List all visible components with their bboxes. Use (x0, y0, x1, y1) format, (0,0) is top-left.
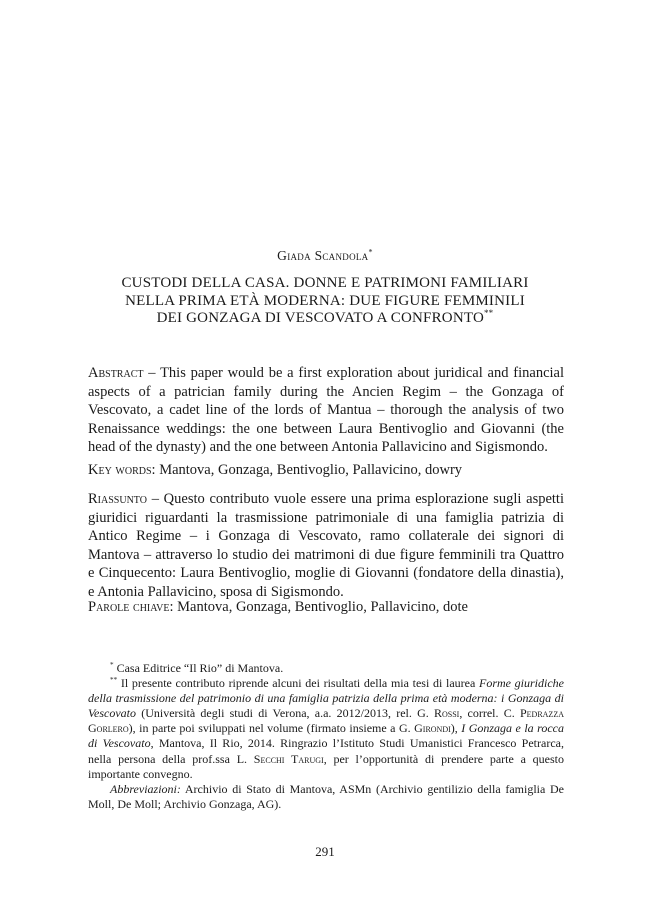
keywords-label: Key words (88, 462, 152, 478)
title-line-1: CUSTODI DELLA CASA. DONNE E PATRIMONI FAMILIARI (121, 275, 529, 291)
riassunto-text: – Questo contributo vuole essere una prima esplorazione sugli aspetti giuridici riguardanti la trasmissione patrimoniale di una famiglia patrizia di Antico Regime – i Gonzaga di Vescovato, ramo collaterale dei signori di Mantova – attraverso lo studio dei matrimoni di due figure femminili tra Quattro e Cinquecento: Laura Bentivoglio, moglie di Giovanni (fondatore della dinastia), e Antonia Pallavicino, sposa di Sigismondo. (88, 491, 564, 600)
parole-chiave-label: Parole chiave (88, 599, 170, 615)
abstract-paragraph (88, 364, 564, 457)
footnote-2: ** Il presente contributo riprende alcuni dei risultati della mia tesi di laurea Forme giuridiche della trasmissione del patrimonio di una famiglia patrizia della prima età moderna: i Gonzaga di Vescovato (Università degli studi di Verona, a.a. 2012/2013, rel. G. Rossi, correl. C. Pedrazza Gorlero), in parte poi sviluppati nel volume (firmato insieme a G. Girondi), I Gonzaga e la rocca di Vescovato, Mantova, Il Rio, 2014. Ringrazio l’Istituto Studi Umanistici Francesco Petrarca, nella persona della prof.ssa L. Secchi Tarugi, per l’opportunità di prendere parte a questo importante convegno. (88, 676, 565, 781)
title-footnote-mark[interactable]: ** (483, 308, 494, 319)
abstract-text: – This paper would be a first exploration about juridical and financial aspects of a patrician family during the Ancien Regim – the Gonzaga of Vescovato, a cadet line of the lords of Mantua – thorough the analysis of two Renaissance weddings: the one between Laura Bentivoglio and Giovanni (the head of the dynasty) and the one between Antonia Pallavicino and Sigismondo. (88, 365, 564, 456)
footnotes (88, 661, 564, 812)
footnote-3: Abbreviazioni: Archivio di Stato di Mantova, ASMn (Archivio gentilizio della famiglia De Moll, De Moll; Archivio Gonzaga, AG). (88, 781, 564, 811)
page-number: 291 (315, 844, 335, 859)
keywords-text: : Mantova, Gonzaga, Bentivoglio, Pallavicino, dowry (151, 462, 463, 478)
keywords-paragraph (88, 461, 564, 480)
abstract-label: Abstract (88, 365, 144, 381)
author-name: Giada Scandola (277, 248, 369, 263)
riassunto-label: Riassunto (88, 491, 147, 507)
parole-chiave-paragraph (88, 598, 564, 617)
title-line-2: NELLA PRIMA ETÀ MODERNA: DUE FIGURE FEMMINILI (125, 292, 525, 309)
author-byline (0, 248, 650, 264)
footnote-1: * Casa Editrice “Il Rio” di Mantova. (110, 661, 284, 675)
article-title (60, 275, 590, 328)
riassunto-paragraph (88, 490, 564, 602)
parole-chiave-text: : Mantova, Gonzaga, Bentivoglio, Pallavicino, dote (169, 599, 468, 615)
title-line-3: DEI GONZAGA DI VESCOVATO A CONFRONTO** (156, 308, 494, 327)
author-footnote-mark[interactable]: * (368, 247, 373, 257)
